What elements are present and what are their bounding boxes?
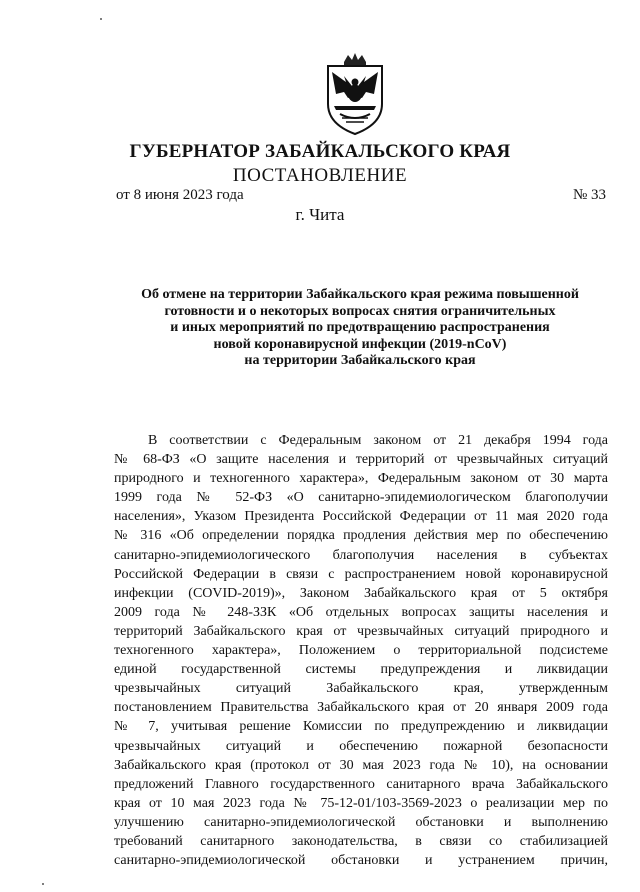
body-line: № 316 «Об определении порядка продления действия мер по обеспечению bbox=[114, 528, 608, 544]
body-line: населения», Указом Президента Российской Федерации от 11 мая 2020 года bbox=[114, 509, 608, 525]
body-line: чрезвычайных ситуаций Забайкальского края, утвержденным bbox=[114, 681, 608, 697]
body-line: 2009 года № 248-ЗЗК «Об отдельных вопросах защиты населения и bbox=[114, 604, 608, 620]
document-number: № 33 bbox=[572, 187, 606, 203]
body-line: природного и техногенного характера», Федеральным законом от 30 марта bbox=[114, 471, 608, 487]
subject-line: готовности и о некоторых вопросах снятия ограничительных bbox=[164, 303, 556, 319]
scan-speck bbox=[100, 18, 102, 20]
subject-line: новой коронавирусной инфекции (2019-nCoV) bbox=[213, 336, 507, 352]
subject-line: и иных мероприятий по предотвращению распространения bbox=[170, 320, 550, 336]
subject-line: Об отмене на территории Забайкальского края режима повышенной bbox=[141, 287, 579, 302]
document-city: г. Чита bbox=[295, 205, 345, 224]
body-line: постановлением Правительства Забайкальского края от 20 января 2009 года bbox=[114, 700, 608, 716]
body-line: инфекции (COVID-2019)», Законом Забайкальского края от 5 октября bbox=[114, 585, 608, 601]
body-line: Российской Федерации в связи с распространением новой коронавирусной bbox=[114, 566, 608, 582]
body-line: требований санитарного законодательства, в связи со стабилизацией bbox=[114, 833, 608, 849]
body-line: санитарно-эпидемиологической обстановки и устранением причин, bbox=[114, 853, 608, 869]
document-body bbox=[114, 431, 608, 870]
body-line: Забайкальского края (протокол от 30 мая 2023 года № 10), на основании bbox=[114, 757, 608, 773]
document-type: ПОСТАНОВЛЕНИЕ bbox=[232, 165, 408, 186]
document-date: от 8 июня 2023 года bbox=[116, 187, 244, 203]
body-line: 1999 года № 52-ФЗ «О санитарно-эпидемиологическом благополучии bbox=[114, 490, 608, 506]
coat-of-arms-icon bbox=[322, 52, 388, 136]
body-line: края от 10 мая 2023 года № 75-12-01/103-3569-2023 о реализации мер по bbox=[114, 795, 608, 811]
body-line: территорий Забайкальского края от чрезвычайных ситуаций природного и bbox=[114, 623, 608, 639]
subject-line: на территории Забайкальского края bbox=[244, 353, 476, 369]
scan-speck bbox=[42, 883, 44, 885]
body-line: единой государственной системы предупреждения и ликвидации bbox=[114, 662, 608, 678]
body-line: улучшению санитарно-эпидемиологической обстановки и выполнению bbox=[114, 814, 608, 830]
body-line: техногенного характера», Положением о территориальной подсистеме bbox=[114, 643, 608, 659]
body-line: В соответствии с Федеральным законом от 21 декабря 1994 года bbox=[148, 433, 608, 448]
page-title: ГУБЕРНАТОР ЗАБАЙКАЛЬСКОГО КРАЯ bbox=[129, 141, 511, 162]
body-line: чрезвычайных ситуаций и обеспечению пожарной безопасности bbox=[114, 738, 608, 754]
body-line: санитарно-эпидемиологического благополучия населения в субъектах bbox=[114, 547, 608, 563]
body-line: № 7, учитывая решение Комиссии по предупреждению и ликвидации bbox=[114, 719, 608, 735]
document-subject bbox=[80, 287, 640, 370]
body-line: предложений Главного государственного санитарного врача Забайкальского bbox=[114, 776, 608, 792]
body-line: № 68-ФЗ «О защите населения и территорий от чрезвычайных ситуаций bbox=[114, 452, 608, 468]
